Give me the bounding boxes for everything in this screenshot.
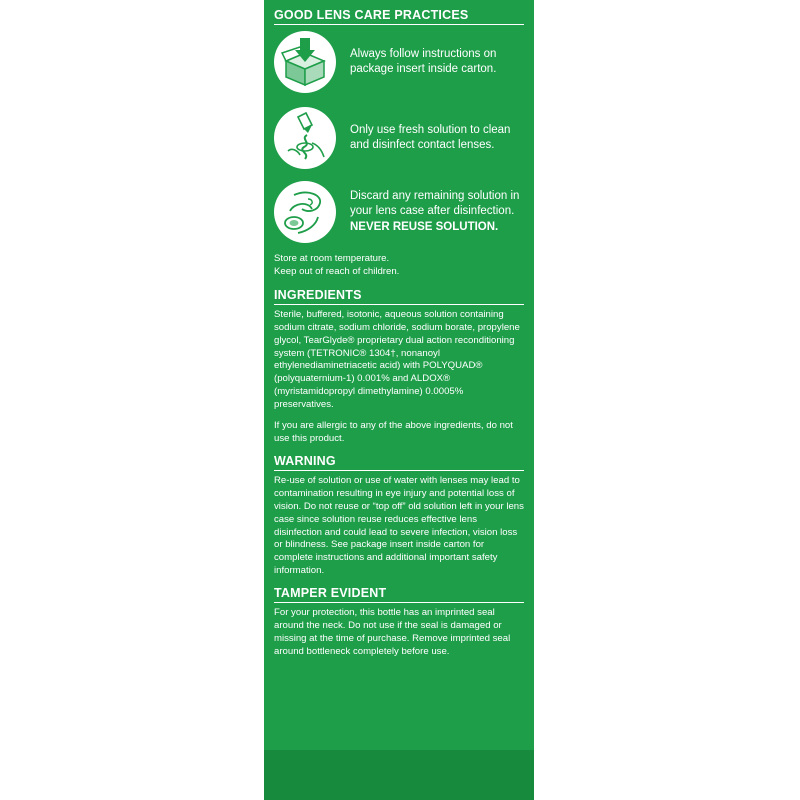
ingredients-title: INGREDIENTS	[274, 288, 524, 305]
solution-bottle-icon	[274, 107, 336, 169]
package-box-icon	[274, 31, 336, 93]
practice-text-fresh-solution: Only use fresh solution to clean and disinfect contact lenses.	[350, 123, 511, 151]
tamper-body: For your protection, this bottle has an imprinted seal around the neck. Do not use if the seal is damaged or missing at the time of purchase. Remove imprinted seal around bottleneck completely before use.	[274, 607, 511, 657]
tamper-title: TAMPER EVIDENT	[274, 586, 524, 603]
lens-case-icon	[274, 181, 336, 243]
storage-notice	[274, 253, 524, 279]
practice-text-instructions: Always follow instructions on package insert inside carton.	[350, 47, 497, 75]
never-reuse-emphasis: NEVER REUSE SOLUTION.	[350, 220, 499, 233]
practice-text-discard	[350, 189, 524, 236]
warning-title: WARNING	[274, 454, 524, 471]
package-side-panel	[264, 0, 534, 800]
storage-line-children: Keep out of reach of children.	[274, 265, 400, 277]
practice-text-discard-body: Discard any remaining solution in your lens case after disinfection.	[350, 189, 520, 218]
warning-body: Re-use of solution or use of water with lenses may lead to contamination resulting in eye injury and potential loss of vision. Do not reuse or “top off” old solution left in your lens case since solution reuse reduces effective lens disinfection and could lead to severe infection, vision loss or blindness. See package insert inside carton for complete instructions and additional important safety information.	[274, 474, 524, 577]
storage-line-temperature: Store at room temperature.	[274, 253, 390, 264]
panel-content	[274, 8, 524, 659]
practice-item-instructions	[274, 31, 524, 93]
practice-item-discard	[274, 181, 524, 243]
ingredients-body: Sterile, buffered, isotonic, aqueous solution containing sodium citrate, sodium chloride, sodium borate, propylene glycol, TearGlyde® proprietary dual action reconditioning system (TETRONIC® 1304†, nonanoyl ethylenediaminetriacetic acid) with POLYQUAD® (polyquaternium-1) 0.001% and ALDOX® (myristamidopropyl dimethylamine) 0.0005% preservatives.	[274, 308, 520, 411]
practice-item-fresh-solution	[274, 107, 524, 169]
panel-bottom-band	[264, 750, 534, 800]
allergy-notice: If you are allergic to any of the above ingredients, do not use this product.	[274, 420, 513, 444]
good-practices-title: GOOD LENS CARE PRACTICES	[274, 8, 524, 25]
